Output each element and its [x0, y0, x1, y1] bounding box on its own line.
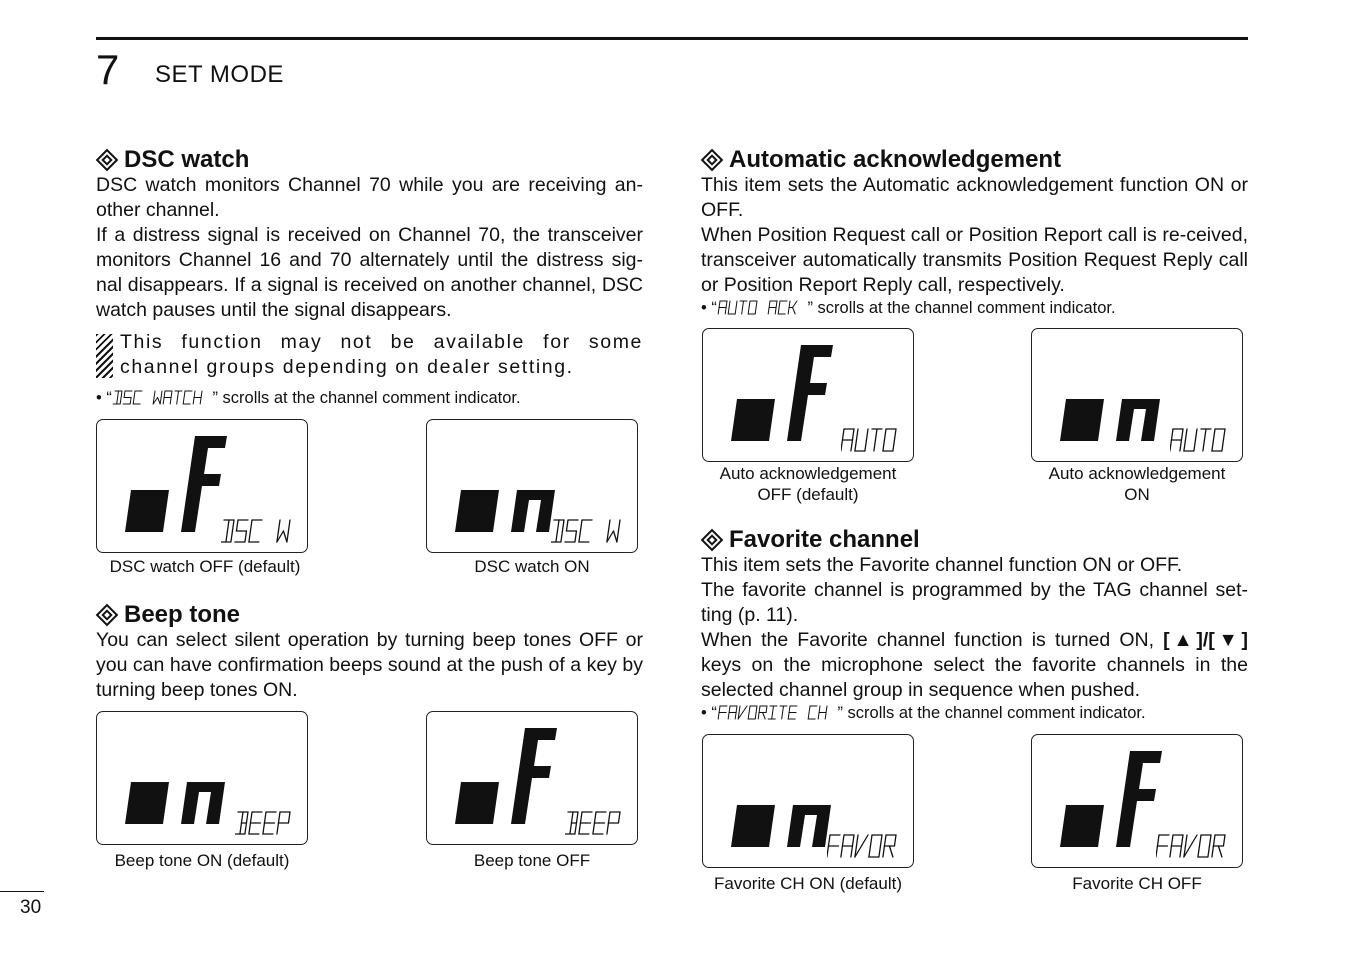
auto-ack-off-display	[702, 328, 914, 462]
favorite-off-display	[1031, 734, 1243, 868]
footer-rule	[0, 891, 44, 892]
dsc-watch-para2: If a distress signal is received on Channel 70, the transceiver monitors Channel 16 and 70 alternately until the distress sig-nal disappears. If a signal is received on another channel, DSC watch pauses until the signal disappears.	[96, 224, 643, 321]
beep-on-caption: Beep tone ON (default)	[114, 851, 290, 870]
dsc-watch-off-caption: DSC watch OFF (default)	[109, 557, 301, 576]
dsc-watch-para1: DSC watch monitors Channel 70 while you are receiving an-other channel.	[96, 174, 643, 221]
lcd-sub-label	[221, 518, 297, 544]
dsc-watch-scroll-code	[112, 389, 208, 407]
beep-on-display	[96, 711, 308, 845]
lcd-sub-label	[827, 833, 903, 859]
lcd-sub-label	[841, 427, 903, 453]
segment-text	[112, 389, 208, 406]
favorite-on-display	[702, 734, 914, 868]
favorite-on-caption: Favorite CH ON (default)	[714, 874, 902, 893]
favorite-para1: This item sets the Favorite channel function ON or OFF.	[701, 554, 1183, 576]
auto-ack-scroll-code	[717, 299, 803, 317]
dsc-watch-off-display	[96, 419, 308, 553]
favorite-off-caption: Favorite CH OFF	[1072, 874, 1202, 893]
favorite-channel-heading: Favorite channel	[701, 527, 1248, 553]
auto-ack-para2: When Position Request call or Position Report call is re-ceived, transceiver automatically transmits Position Request Reply call or Position Report Reply call, respectively.	[701, 224, 1248, 296]
dsc-watch-heading: DSC watch	[96, 147, 643, 173]
dsc-watch-section	[96, 147, 643, 409]
dsc-watch-scroll-note: • “ ” scrolls at the channel comment indicator.	[96, 389, 521, 407]
dsc-watch-on-display	[426, 419, 638, 553]
segment-text	[717, 704, 833, 721]
dsc-watch-on-caption: DSC watch ON	[474, 557, 590, 576]
favorite-para2: The favorite channel is programmed by the TAG channel set-ting (p. 11).	[701, 579, 1248, 626]
auto-ack-on-caption: Auto acknowledgement ON	[1048, 464, 1226, 504]
auto-ack-on-display	[1031, 328, 1243, 462]
auto-ack-off-caption: Auto acknowledgement OFF (default)	[719, 464, 897, 504]
beep-tone-section	[96, 602, 643, 703]
auto-ack-para1: This item sets the Automatic acknowledgement function ON or OFF.	[701, 174, 1248, 221]
segment-text	[717, 299, 803, 316]
auto-ack-scroll-note: • “ ” scrolls at the channel comment indicator.	[701, 299, 1116, 317]
up-down-keys: [▲]/[▼]	[1163, 629, 1248, 651]
auto-ack-section	[701, 147, 1248, 319]
diamond-bullet-icon	[701, 149, 724, 172]
lcd-sub-label	[1156, 833, 1232, 859]
lcd-sub-label	[551, 518, 627, 544]
diamond-bullet-icon	[96, 604, 119, 627]
favorite-scroll-note: • “ ” scrolls at the channel comment indicator.	[701, 704, 1146, 722]
diamond-bullet-icon	[701, 529, 724, 552]
beep-off-display	[426, 711, 638, 845]
lcd-sub-label	[565, 810, 627, 836]
favorite-scroll-code	[717, 704, 833, 722]
favorite-channel-section	[701, 527, 1248, 724]
lcd-sub-label	[1170, 427, 1232, 453]
favorite-para3: When the Favorite channel function is turned ON, [▲]/[▼] keys on the microphone select the favorite channels in the selected channel group in sequence when pushed.	[701, 629, 1248, 701]
page-number: 30	[20, 897, 42, 918]
caution-hatch-icon	[96, 334, 113, 378]
chapter-title: SET MODE	[155, 61, 284, 88]
beep-tone-para1: You can select silent operation by turning beep tones OFF or you can have confirmation beeps sound at the push of a key by turning beep tones ON.	[96, 629, 643, 701]
auto-ack-heading: Automatic acknowledgement	[701, 147, 1248, 173]
beep-off-caption: Beep tone OFF	[473, 851, 591, 870]
diamond-bullet-icon	[96, 149, 119, 172]
dsc-watch-note: This function may not be available for some channel groups depending on dealer setting.	[96, 330, 643, 380]
beep-tone-heading: Beep tone	[96, 602, 643, 628]
chapter-number: 7	[96, 46, 120, 93]
lcd-sub-label	[235, 810, 297, 836]
header-rule	[96, 37, 1248, 40]
